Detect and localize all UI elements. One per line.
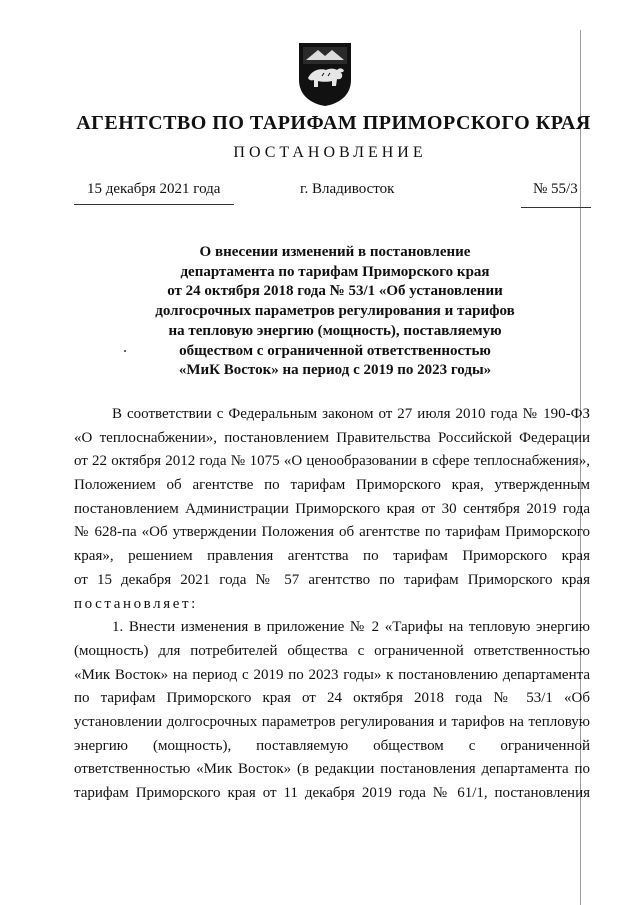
coat-of-arms-icon xyxy=(296,40,354,108)
number-underline xyxy=(521,207,591,208)
title-line: долгосрочных параметров регулирования и тарифов xyxy=(155,303,515,320)
document-type: ПОСТАНОВЛЕНИЕ xyxy=(233,144,427,161)
body-line: 1. Внести изменения в приложение № 2 «Тарифы на тепловую энергию xyxy=(112,619,590,636)
title-line: обществом с ограниченной ответственностью xyxy=(179,342,491,359)
body-line: В соответствии с Федеральным законом от 27 июля 2010 года № 190-ФЗ xyxy=(112,406,590,422)
body-line: постановлением Администрации Приморского края от 30 сентября 2019 года xyxy=(74,500,590,517)
body-line: «О теплоснабжении», постановлением Правительства Российской Федерации xyxy=(74,429,590,446)
body-line: постановляет: xyxy=(74,595,198,612)
date-underline xyxy=(74,204,234,205)
agency-name: АГЕНТСТВО ПО ТАРИФАМ ПРИМОРСКОГО КРАЯ xyxy=(76,112,591,134)
body-line: энергию (мощность), поставляемую обществом с ограниченной xyxy=(74,737,590,754)
body-line: от 15 декабря 2021 года № 57 агентство по тарифам Приморского края xyxy=(74,571,590,588)
body-line: Положением об агентстве по тарифам Приморского края, утвержденным xyxy=(74,477,590,494)
document-body xyxy=(74,403,590,806)
document-date: 15 декабря 2021 года xyxy=(87,181,221,197)
document-number: № 55/3 xyxy=(533,181,578,197)
body-line: по тарифам Приморского края от 24 октября 2018 года № 53/1 «Об xyxy=(74,690,590,707)
title-line: от 24 октября 2018 года № 53/1 «Об установлении xyxy=(167,283,503,300)
body-line: № 628-па «Об утверждении Положения об агентстве по тарифам Приморского xyxy=(74,524,590,541)
body-line: установлении долгосрочных параметров регулирования и тарифов на тепловую xyxy=(74,713,590,730)
body-line: от 22 октября 2012 года № 1075 «О ценообразовании в сфере теплоснабжения», xyxy=(74,453,590,470)
body-line: ответственностью «Мик Восток» (в редакции постановления департамента по xyxy=(74,761,590,778)
body-line: (мощность) для потребителей общества с ограниченной ответственностью xyxy=(74,642,590,659)
scan-speck xyxy=(124,350,126,352)
title-line: на тепловую энергию (мощность), поставляемую xyxy=(168,322,502,339)
body-line: тарифам Приморского края от 11 декабря 2019 года № 61/1, постановления xyxy=(74,785,590,801)
title-line: департамента по тарифам Приморского края xyxy=(180,263,490,280)
title-line: «МиК Восток» на период с 2019 по 2023 годы» xyxy=(178,362,492,379)
document-title xyxy=(90,243,580,381)
body-line: «Мик Восток» на период с 2019 по 2023 годы» к постановлению департамента xyxy=(74,666,590,683)
body-line: края», решением правления агентства по тарифам Приморского края xyxy=(74,548,590,565)
title-line: О внесении изменений в постановление xyxy=(199,244,471,260)
document-city: г. Владивосток xyxy=(300,181,395,197)
